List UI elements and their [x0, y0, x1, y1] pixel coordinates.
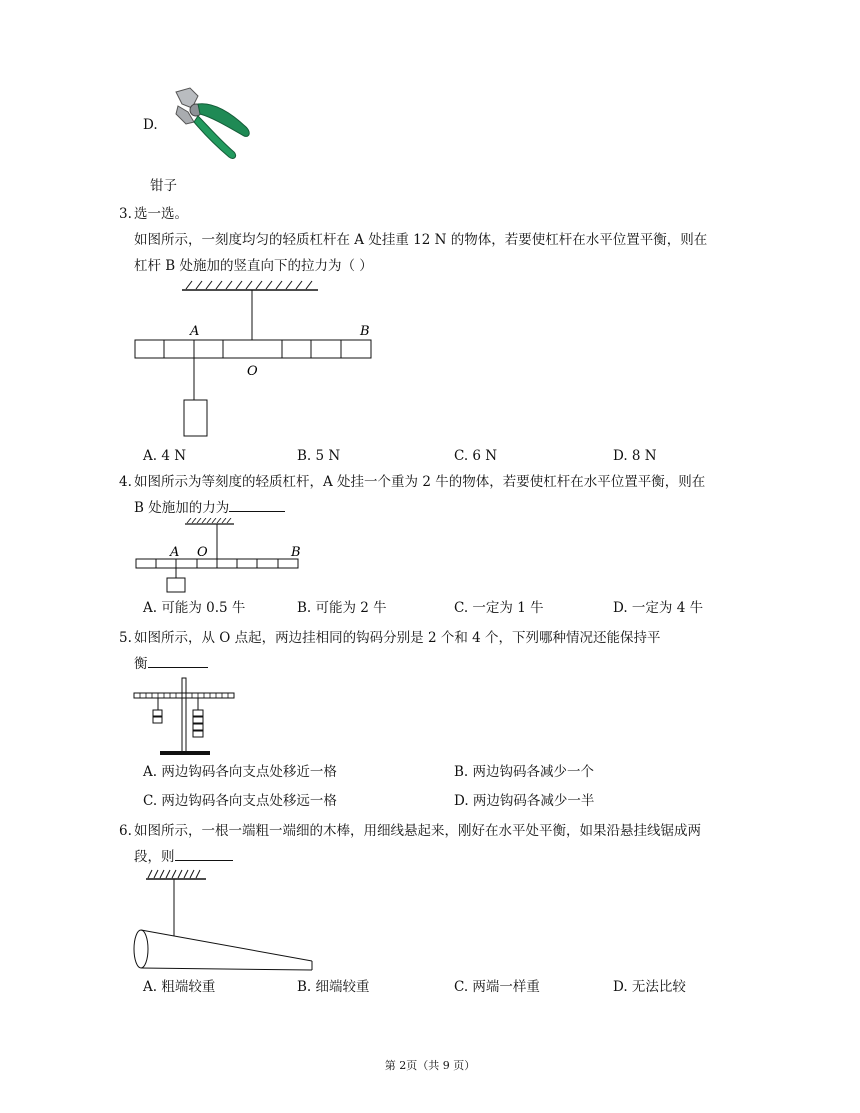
q3-label-a: A — [190, 324, 200, 339]
q6-option-d: D. 无法比较 — [613, 979, 686, 995]
q6-option-b: B. 细端较重 — [297, 979, 370, 995]
q6-option-a: A. 粗端较重 — [143, 979, 216, 995]
q3-option-c: C. 6 N — [454, 448, 498, 464]
q5-line2: 衡 — [134, 656, 148, 672]
q5-number: 5. — [119, 630, 132, 646]
q4-option-d: D. 一定为 4 牛 — [613, 600, 704, 616]
q5-option-d: D. 两边钩码各减少一半 — [454, 793, 595, 809]
q3-label-b: B — [360, 324, 370, 339]
q4-lever-figure — [130, 518, 305, 598]
q4-option-a: A. 可能为 0.5 牛 — [143, 600, 246, 616]
q5-line1: 如图所示，从 O 点起，两边挂相同的钩码分别是 2 个和 4 个，下列哪种情况还能保持平 — [134, 630, 661, 646]
q4-label-a: A — [170, 545, 180, 560]
q4-label-o: O — [197, 545, 208, 560]
q4-number: 4. — [119, 474, 132, 490]
q2-tool-label: 钳子 — [150, 178, 177, 194]
q6-option-c: C. 两端一样重 — [454, 979, 540, 995]
q5-option-a: A. 两边钩码各向支点处移近一格 — [143, 764, 337, 780]
q5-option-b: B. 两边钩码各减少一个 — [454, 764, 595, 780]
q5-balance-figure — [130, 674, 240, 760]
page-footer: 第 2页（共 9 页） — [384, 1059, 476, 1072]
q3-option-a: A. 4 N — [143, 448, 187, 464]
q6-line1: 如图所示，一根一端粗一端细的木棒，用细线悬起来，刚好在水平处平衡，如果沿悬挂线锯成两 — [134, 823, 701, 839]
q4-option-c: C. 一定为 1 牛 — [454, 600, 544, 616]
q4-line1: 如图所示为等刻度的轻质杠杆，A 处挂一个重为 2 牛的物体，若要使杠杆在水平位置平衡，则在 — [134, 474, 706, 490]
q3-option-d: D. 8 N — [613, 448, 657, 464]
q3-lever-figure — [130, 278, 380, 440]
q5-option-c: C. 两边钩码各向支点处移远一格 — [143, 793, 337, 809]
q6-line2: 段，则 — [134, 849, 175, 865]
q4-option-b: B. 可能为 2 牛 — [297, 600, 387, 616]
q2-option-d-letter: D. — [143, 117, 158, 133]
pliers-icon — [168, 82, 263, 164]
q3-line1: 如图所示，一刻度均匀的轻质杠杆在 A 处挂重 12 N 的物体，若要使杠杆在水平位置平衡，则在 — [134, 232, 708, 248]
q5-line2-wrap — [134, 653, 208, 674]
q3-option-b: B. 5 N — [297, 448, 341, 464]
q3-heading: 选一选。 — [134, 206, 188, 222]
q6-line2-wrap — [134, 846, 233, 867]
q6-stick-figure — [128, 866, 328, 976]
q4-line2: B 处施加的力为 — [134, 500, 230, 516]
q3-number: 3. — [119, 206, 132, 222]
q4-label-b: B — [291, 545, 301, 560]
q3-label-o: O — [247, 364, 258, 379]
q6-number: 6. — [119, 823, 132, 839]
q4-line2-wrap — [134, 497, 285, 518]
q4-answer-blank[interactable] — [229, 497, 285, 512]
q5-answer-blank[interactable] — [148, 653, 208, 668]
q3-line2: 杠杆 B 处施加的竖直向下的拉力为（ ） — [134, 258, 373, 274]
q6-answer-blank[interactable] — [175, 846, 233, 861]
